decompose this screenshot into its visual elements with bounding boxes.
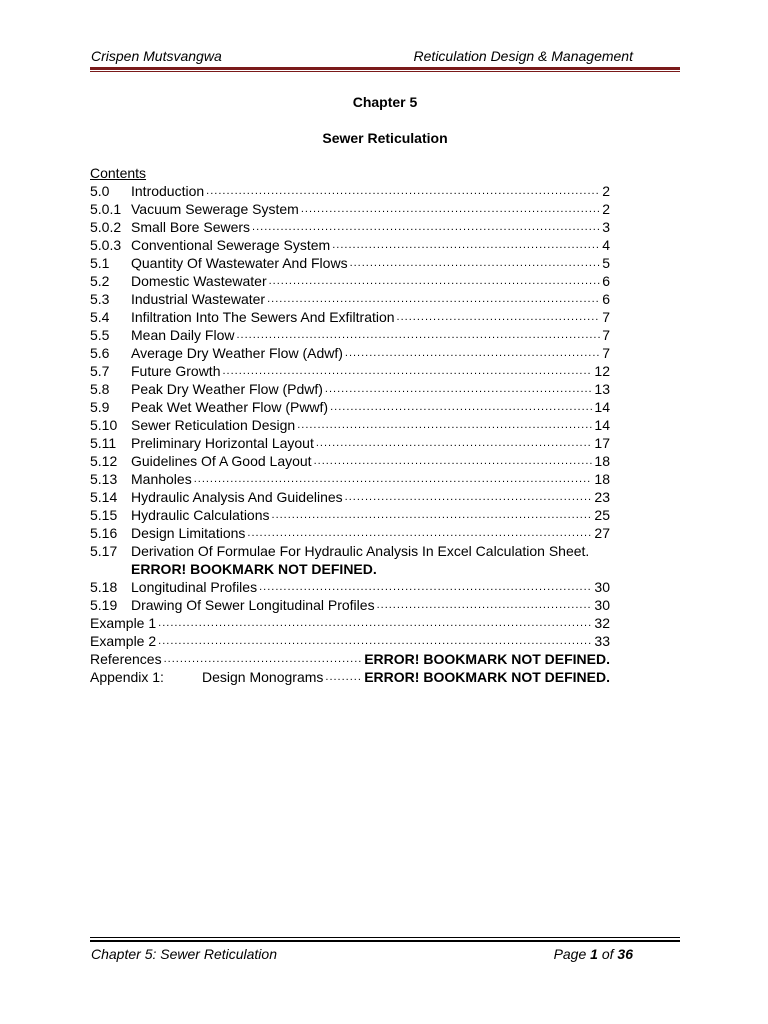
- toc-title: Vacuum Sewerage System: [131, 201, 299, 217]
- toc-number: 5.0.2: [90, 219, 122, 235]
- toc-leader-dots: [325, 380, 593, 398]
- toc-leader-dots: [350, 254, 601, 272]
- toc-error: ERROR! BOOKMARK NOT DEFINED.: [364, 651, 610, 667]
- toc-entry[interactable]: [90, 200, 610, 218]
- toc-number: 5.12: [90, 453, 118, 469]
- toc-page-number: 33: [594, 633, 610, 649]
- toc-entry[interactable]: [90, 524, 610, 542]
- toc-number: 5.10: [90, 417, 118, 433]
- toc-leader-dots: [252, 218, 600, 236]
- toc-page-number: 7: [602, 345, 610, 361]
- toc-entry[interactable]: [90, 182, 610, 200]
- contents-heading: Contents: [90, 165, 147, 181]
- footer-page-current: 1: [590, 946, 598, 962]
- toc-entry[interactable]: [90, 596, 610, 614]
- toc-entry[interactable]: [90, 308, 610, 326]
- toc-number: 5.6: [90, 345, 110, 361]
- toc-error: ERROR! BOOKMARK NOT DEFINED.: [364, 669, 610, 685]
- toc-leader-dots: [269, 272, 601, 290]
- toc-title: Peak Dry Weather Flow (Pdwf): [131, 381, 323, 397]
- toc-entry[interactable]: [90, 614, 610, 632]
- toc-leader-dots: [332, 236, 600, 254]
- toc-entry[interactable]: [90, 632, 610, 650]
- toc-appendix-label: Appendix 1:: [90, 669, 164, 685]
- toc-title: Example 2: [90, 633, 157, 649]
- toc-leader-dots: [259, 578, 592, 596]
- toc-leader-dots: [297, 416, 592, 434]
- toc-page-number: 7: [602, 309, 610, 325]
- toc-page-number: 30: [594, 597, 610, 613]
- toc-entry[interactable]: [90, 326, 610, 344]
- footer-rule-thin: [90, 937, 680, 938]
- toc-number: 5.9: [90, 399, 110, 415]
- page-footer: [90, 945, 634, 965]
- toc-title: Guidelines Of A Good Layout: [131, 453, 312, 469]
- toc-leader-dots: [345, 488, 593, 506]
- toc-leader-dots: [345, 344, 600, 362]
- toc-leader-dots: [247, 524, 592, 542]
- toc-number: 5.2: [90, 273, 110, 289]
- toc-page-number: 5: [602, 255, 610, 271]
- toc-error-5-17: ERROR! BOOKMARK NOT DEFINED.: [131, 561, 377, 577]
- toc-page-number: 25: [594, 507, 610, 523]
- toc-number: 5.17: [90, 543, 118, 559]
- toc-title: Longitudinal Profiles: [131, 579, 258, 595]
- footer-page-word: Page: [553, 946, 587, 962]
- toc-page-number: 27: [594, 525, 610, 541]
- toc-title: Hydraulic Analysis And Guidelines: [131, 489, 343, 505]
- toc-title: Design Limitations: [131, 525, 246, 541]
- toc-number: 5.0.3: [90, 237, 122, 253]
- toc-entry[interactable]: [90, 272, 610, 290]
- toc-leader-dots: [377, 596, 593, 614]
- toc-title: Example 1: [90, 615, 157, 631]
- toc-entry[interactable]: [90, 578, 610, 596]
- toc-entry[interactable]: [90, 452, 610, 470]
- toc-number: 5.18: [90, 579, 118, 595]
- footer-chapter: Chapter 5: Sewer Reticulation: [91, 946, 277, 962]
- toc-leader-dots: [164, 650, 363, 668]
- toc-leader-dots: [397, 308, 601, 326]
- toc-number: 5.3: [90, 291, 110, 307]
- header-rule: [90, 67, 680, 70]
- toc-number: 5.11: [90, 435, 117, 451]
- toc-list-tail: [90, 578, 610, 614]
- toc-leader-dots: [236, 326, 600, 344]
- toc-entry[interactable]: [90, 290, 610, 308]
- toc-examples: [90, 614, 610, 650]
- toc-list: [90, 182, 610, 542]
- toc-page-number: 14: [594, 399, 610, 415]
- header-rule-thin: [90, 71, 680, 72]
- toc-page-number: 18: [594, 453, 610, 469]
- toc-title: Mean Daily Flow: [131, 327, 235, 343]
- toc-page-number: 30: [594, 579, 610, 595]
- toc-leader-dots: [158, 632, 592, 650]
- toc-entry-references[interactable]: [90, 650, 610, 668]
- toc-entry[interactable]: [90, 470, 610, 488]
- toc-number: 5.7: [90, 363, 110, 379]
- toc-entry[interactable]: [90, 344, 610, 362]
- chapter-label: Chapter 5: [352, 94, 418, 110]
- table-of-contents: [90, 164, 610, 686]
- toc-leader-dots: [222, 362, 592, 380]
- footer-rule: [90, 940, 680, 942]
- header-author: Crispen Mutsvangwa: [91, 48, 222, 64]
- toc-entry-5-17[interactable]: [90, 542, 610, 560]
- toc-title: References: [90, 651, 162, 667]
- toc-page-number: 18: [594, 471, 610, 487]
- toc-page-number: 2: [602, 201, 610, 217]
- toc-leader-dots: [194, 470, 593, 488]
- toc-title: Domestic Wastewater: [131, 273, 267, 289]
- toc-title: Small Bore Sewers: [131, 219, 251, 235]
- toc-page-number: 32: [594, 615, 610, 631]
- toc-entry[interactable]: [90, 488, 610, 506]
- toc-number: 5.14: [90, 489, 118, 505]
- toc-title: Industrial Wastewater: [131, 291, 266, 307]
- toc-page-number: 6: [602, 273, 610, 289]
- header-book-title: Reticulation Design & Management: [413, 48, 633, 64]
- toc-title: Derivation Of Formulae For Hydraulic Analysis In Excel Calculation Sheet.: [131, 543, 590, 559]
- toc-title: Future Growth: [131, 363, 221, 379]
- toc-entry[interactable]: [90, 236, 610, 254]
- toc-leader-dots: [267, 290, 600, 308]
- toc-number: 5.4: [90, 309, 110, 325]
- toc-leader-dots: [314, 452, 593, 470]
- toc-number: 5.16: [90, 525, 118, 541]
- toc-entry-appendix[interactable]: [90, 668, 610, 686]
- toc-leader-dots: [158, 614, 592, 632]
- toc-page-number: 3: [602, 219, 610, 235]
- toc-leader-dots: [301, 200, 600, 218]
- toc-page-number: 2: [602, 183, 610, 199]
- toc-title: Sewer Reticulation Design: [131, 417, 296, 433]
- toc-page-number: 23: [594, 489, 610, 505]
- toc-number: 5.19: [90, 597, 118, 613]
- toc-title: Introduction: [131, 183, 205, 199]
- toc-leader-dots: [325, 668, 362, 686]
- toc-leader-dots: [272, 506, 593, 524]
- toc-page-number: 14: [594, 417, 610, 433]
- toc-number: 5.0: [90, 183, 110, 199]
- toc-title: Manholes: [131, 471, 192, 487]
- toc-page-number: 12: [594, 363, 610, 379]
- toc-entry[interactable]: [90, 506, 610, 524]
- footer-of-word: of: [601, 946, 614, 962]
- toc-page-number: 13: [594, 381, 610, 397]
- toc-entry[interactable]: [90, 416, 610, 434]
- footer-page-total: 36: [617, 946, 633, 962]
- toc-number: 5.1: [90, 255, 110, 271]
- toc-leader-dots: [206, 182, 600, 200]
- toc-leader-dots: [316, 434, 593, 452]
- toc-number: 5.13: [90, 471, 118, 487]
- toc-page-number: 4: [602, 237, 610, 253]
- toc-title: Peak Wet Weather Flow (Pwwf): [131, 399, 329, 415]
- page-header: [90, 46, 634, 66]
- toc-title: Conventional Sewerage System: [131, 237, 331, 253]
- toc-leader-dots: [330, 398, 592, 416]
- toc-page-number: 6: [602, 291, 610, 307]
- toc-number: 5.15: [90, 507, 118, 523]
- toc-entry[interactable]: [90, 380, 610, 398]
- toc-number: 5.0.1: [90, 201, 122, 217]
- toc-title: Average Dry Weather Flow (Adwf): [131, 345, 343, 361]
- toc-entry[interactable]: [90, 218, 610, 236]
- toc-page-number: 17: [594, 435, 610, 451]
- toc-title: Drawing Of Sewer Longitudinal Profiles: [131, 597, 375, 613]
- toc-title: Preliminary Horizontal Layout: [131, 435, 314, 451]
- section-title: Sewer Reticulation: [322, 130, 448, 146]
- toc-number: 5.8: [90, 381, 110, 397]
- toc-title: Hydraulic Calculations: [131, 507, 270, 523]
- toc-number: 5.5: [90, 327, 110, 343]
- toc-title: Design Monograms: [202, 669, 324, 685]
- toc-title: Infiltration Into The Sewers And Exfiltration: [131, 309, 395, 325]
- toc-entry[interactable]: [90, 254, 610, 272]
- footer-page-number: [554, 946, 633, 962]
- toc-entry[interactable]: [90, 398, 610, 416]
- toc-entry[interactable]: [90, 434, 610, 452]
- toc-entry[interactable]: [90, 362, 610, 380]
- toc-title: Quantity Of Wastewater And Flows: [131, 255, 348, 271]
- toc-page-number: 7: [602, 327, 610, 343]
